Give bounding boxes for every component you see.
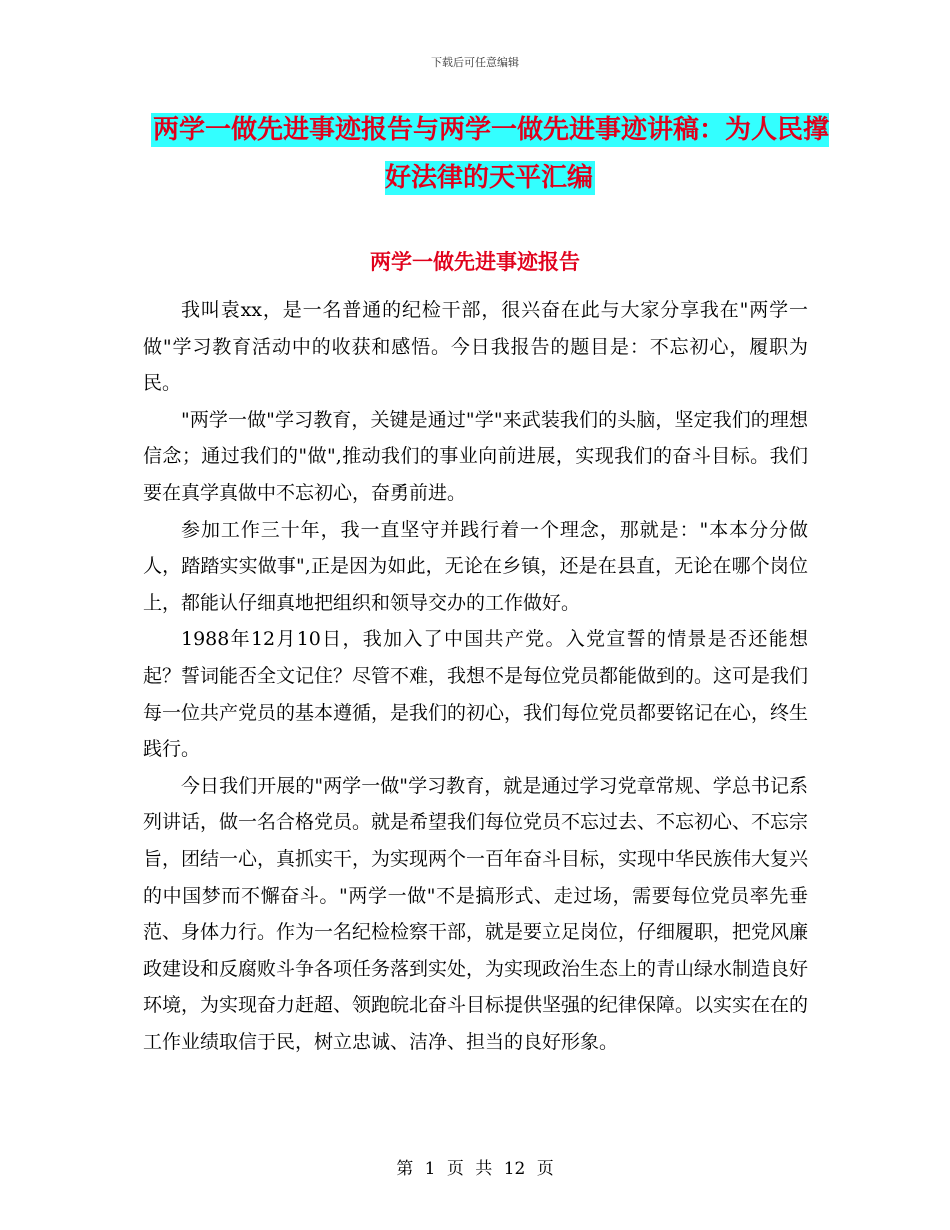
paragraph: 今日我们开展的"两学一做"学习教育，就是通过学习党章常规、学总书记系列讲话，做一名合格党员。就是希望我们每位党员不忘过去、不忘初心、不忘宗旨，团结一心，真抓实干，为实现两个一百年奋斗目标，实现中华民族伟大复兴的中国梦而不懈奋斗。"两学一做"不是搞形式、走过场，需要每位党员率先垂范、身体力行。作为一名纪检检察干部，就是要立足岗位，仔细履职，把党风廉政建设和反腐败斗争各项任务落到实处，为实现政治生态上的青山绿水制造良好环境，为实现奋力赶超、领跑皖北奋斗目标提供坚强的纪律保障。以实实在在的工作业绩取信于民，树立忠诚、洁净、担当的良好形象。: [143, 774, 809, 1053]
paragraph: 参加工作三十年，我一直坚守并践行着一个理念，那就是："本本分分做人，踏踏实实做事",正是因为如此，无论在乡镇，还是在县直，无论在哪个岗位上，都能认仔细真地把组织和领导交办的工作做好。: [143, 518, 808, 614]
paragraph: 我叫袁xx，是一名普通的纪检干部，很兴奋在此与大家分享我在"两学一做"学习教育活动中的收获和感悟。今日我报告的题目是：不忘初心，履职为民。: [143, 299, 808, 395]
document-title-text: 两学一做先进事迹报告与两学一做先进事迹讲稿：为人民撑好法律的天平汇编: [152, 115, 829, 193]
paragraph: 1988年12月10日，我加入了中国共产党。入党宣誓的情景是否还能想起？誓词能否全文记住？尽管不难，我想不是每位党员都能做到的。这可是我们每一位共产党员的基本遵循，是我们的初心，我们每位党员都要铭记在心，终生践行。: [143, 628, 809, 761]
page-number: 第 1 页 共 12 页: [396, 1159, 554, 1179]
section-title: 两学一做先进事迹报告: [370, 249, 580, 274]
document-body: [143, 292, 808, 1060]
page-header-note: 下载后可任意编辑: [431, 56, 519, 69]
paragraph: "两学一做"学习教育，关键是通过"学"来武装我们的头脑，坚定我们的理想信念；通过我们的"做",推动我们的事业向前进展，实现我们的奋斗目标。我们要在真学真做中不忘初心，奋勇前进。: [143, 408, 808, 504]
document-title: [150, 106, 830, 202]
